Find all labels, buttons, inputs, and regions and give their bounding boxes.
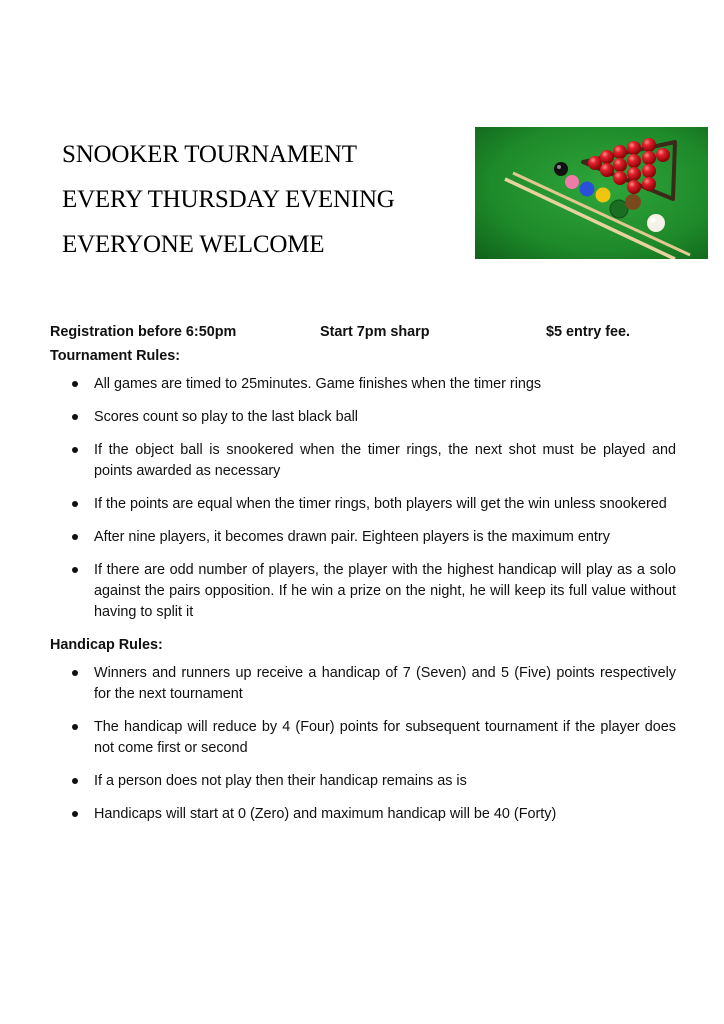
- event-heading: [62, 132, 462, 267]
- handicap-rules-title: Handicap Rules:: [50, 637, 163, 653]
- list-item: [50, 440, 676, 482]
- bullet-icon: [72, 811, 78, 817]
- bullet-icon: [72, 447, 78, 453]
- list-item: [50, 560, 676, 623]
- list-item: [50, 407, 676, 428]
- list-item: [50, 804, 676, 825]
- bullet-icon: [72, 567, 78, 573]
- list-item: [50, 374, 676, 395]
- heading-line-welcome: EVERYONE WELCOME: [62, 231, 325, 258]
- list-item: [50, 527, 676, 548]
- rule-text: If the points are equal when the timer rings, both players will get the win unless snookered: [94, 496, 667, 512]
- bullet-icon: [72, 670, 78, 676]
- bullet-icon: [72, 778, 78, 784]
- rule-text: Winners and runners up receive a handicap of 7 (Seven) and 5 (Five) points respectively for the next tournament: [94, 665, 676, 702]
- list-item: [50, 494, 676, 515]
- rule-text: Scores count so play to the last black ball: [94, 409, 358, 425]
- rules-content: [50, 320, 680, 837]
- rule-text: Handicaps will start at 0 (Zero) and maximum handicap will be 40 (Forty): [94, 806, 557, 822]
- registration-time: Registration before 6:50pm: [50, 324, 237, 340]
- snooker-table-photo: [475, 127, 708, 259]
- rule-text: If there are odd number of players, the player with the highest handicap will play as a solo against the pairs opposition. If he win a prize on the night, he will keep its full value without having to split it: [94, 562, 676, 620]
- rule-text: After nine players, it becomes drawn pair. Eighteen players is the maximum entry: [94, 529, 610, 545]
- heading-line-day: EVERY THURSDAY EVENING: [62, 186, 395, 213]
- list-item: [50, 771, 676, 792]
- bullet-icon: [72, 414, 78, 420]
- entry-fee: $5 entry fee.: [546, 324, 630, 340]
- rule-text: All games are timed to 25minutes. Game finishes when the timer rings: [94, 376, 542, 392]
- rule-text: The handicap will reduce by 4 (Four) points for subsequent tournament if the player does not come first or second: [94, 719, 676, 756]
- bullet-icon: [72, 724, 78, 730]
- bullet-icon: [72, 381, 78, 387]
- list-item: [50, 663, 676, 705]
- bullet-icon: [72, 534, 78, 540]
- tournament-rules-title: Tournament Rules:: [50, 348, 181, 364]
- bullet-icon: [72, 501, 78, 507]
- rule-text: If a person does not play then their handicap remains as is: [94, 773, 467, 789]
- tournament-rules-list: [50, 374, 680, 623]
- snooker-balls-icon: [475, 127, 708, 259]
- handicap-rules-list: [50, 663, 680, 825]
- registration-info: [50, 320, 680, 346]
- heading-line-title: SNOOKER TOURNAMENT: [62, 141, 357, 168]
- start-time: Start 7pm sharp: [320, 324, 430, 340]
- rule-text: If the object ball is snookered when the timer rings, the next shot must be played and points awarded as necessary: [94, 442, 676, 479]
- list-item: [50, 717, 676, 759]
